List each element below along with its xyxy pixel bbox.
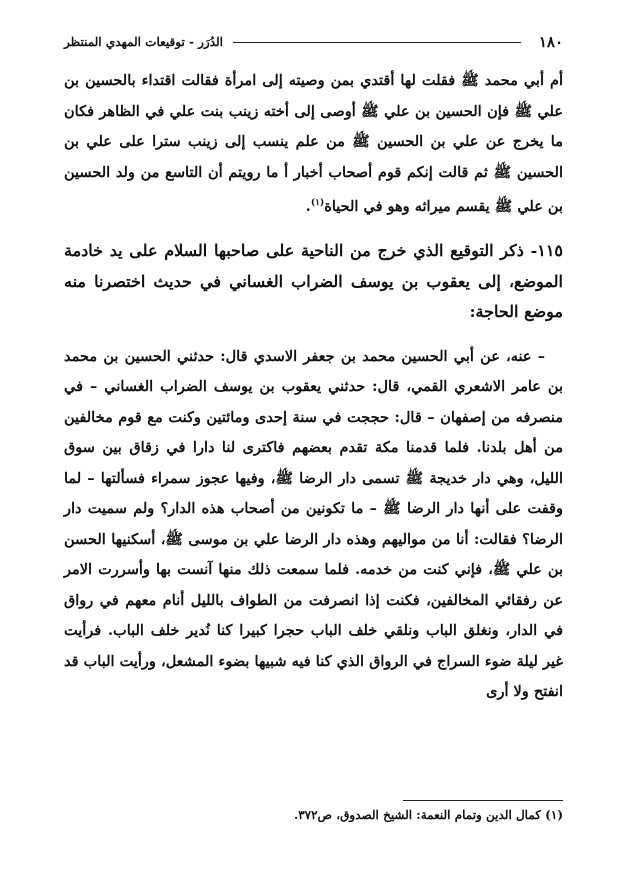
- footnote-rule: [403, 800, 563, 801]
- page-number: ١٨٠: [538, 33, 563, 51]
- header-rule: [233, 42, 521, 43]
- paragraph-1-end: .: [305, 197, 311, 215]
- spacer: [64, 222, 563, 236]
- page-body: [64, 66, 563, 708]
- running-title: الدُرَر - توقيعات المهدي المنتظر: [64, 35, 223, 49]
- spacer: [64, 328, 563, 342]
- paragraph-1-text: أم أبي محمد ﷺ فقلت لها أقتدي بمن وصيته إلى امرأة فقالت اقتداء بالحسين بن علي ﷺ فإن الحسين بن علي ﷺ أوصى إلى أخته زينب بنت علي في الظاهر فكان ما يخرج عن علي بن الحسين ﷺ من علم ينسب إلى زينب سترا على علي بن الحسين ﷺ ثم قالت إنكم قوم أصحاب أخبار أ ما رويتم أن التاسع من ولد الحسين بن علي ﷺ يقسم ميراثه وهو في الحياة: [64, 72, 563, 215]
- paragraph-1: [64, 66, 563, 222]
- section-heading: ١١٥- ذكر التوقيع الذي خرج من الناحية على صاحبها السلام على يد خادمة الموضع، إلى يعقوب بن يوسف الضراب الغساني في حديث اختصرنا منه موضع الحاجة:: [64, 241, 563, 322]
- footnote-reference: (١): [310, 198, 325, 208]
- page-header: [64, 30, 563, 54]
- paragraph-2: – عنه، عن أبي الحسين محمد بن جعفر الاسدي قال: حدثني الحسين بن محمد بن عامر الاشعري القمي، قال: حدثني يعقوب بن يوسف الضراب الغساني – في منصرفه من إصفهان – قال: حججت في سنة إحدى ومائتين وكنت مع قوم مخالفين من أهل بلدنا. فلما قدمنا مكة تقدم بعضهم فاكترى لنا دارا في زقاق بين سوق الليل، وهي دار خديجة ﷺ تسمى دار الرضا ﷺ، وفيها عجوز سمراء فسألتها – لما وقفت على أنها دار الرضا ﷺ – ما تكونين من أصحاب هذه الدار؟ ولم سميت دار الرضا؟ فقالت: أنا من مواليهم وهذه دار الرضا علي بن موسى ﷺ، أسكنيها الحسن بن علي ﷺ، فإني كنت من خدمه. فلما سمعت ذلك منها آنست بها وأسررت الامر عن رفقائي المخالفين، فكنت إذا انصرفت من الطواف بالليل أنام معهم في رواق في الدار، ونغلق الباب ونلقي خلف الباب حجرا كبيرا كنا نُدير خلف الباب. فرأيت غير ليلة ضوء السراج في الرواق الذي كنا فيه شبيها بضوء المشعل، ورأيت الباب قد انفتح ولا أرى: [64, 347, 563, 701]
- footnote: (١) كمال الدين وتمام النعمة: الشيخ الصدوق، ص٣٧٢.: [294, 808, 563, 822]
